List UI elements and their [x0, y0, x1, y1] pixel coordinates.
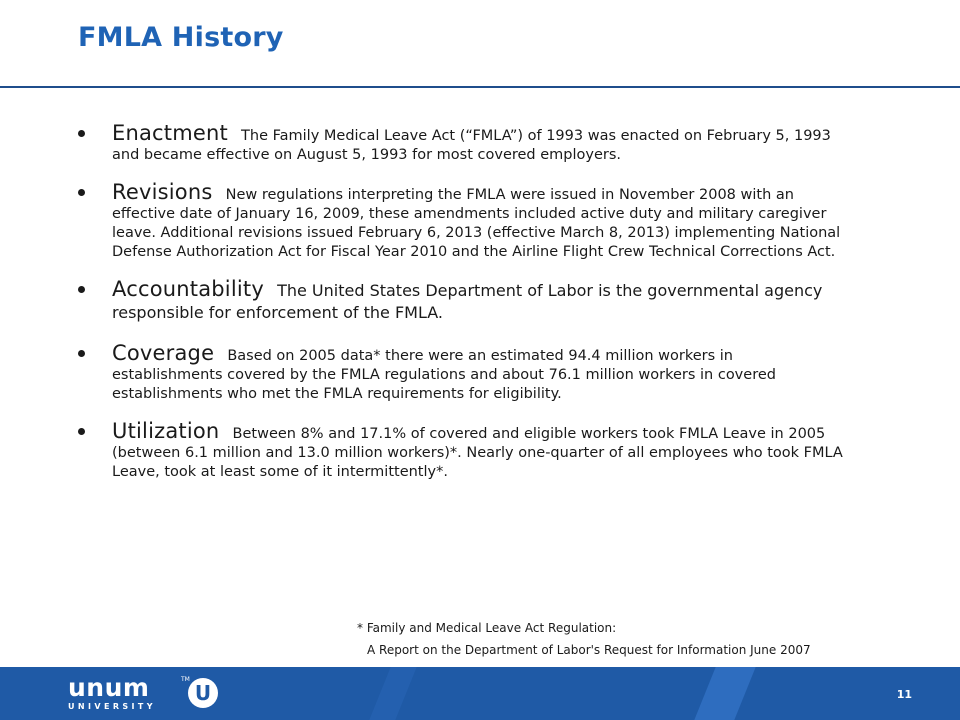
bullet-heading: Accountability — [112, 277, 264, 301]
footnote-line-2: A Report on the Department of Labor's Request for Information June 2007 — [367, 643, 811, 657]
bullet-dot — [78, 428, 85, 435]
bullet-dot — [78, 130, 85, 137]
bullet-text: Between 8% and 17.1% of covered and eligible workers took FMLA Leave in 2005 (between 6.1 million and 13.0 million workers)*. Nearly one-quarter of all employees who took FMLA Leave, took at least some of it intermittently*. — [112, 426, 843, 480]
bullet-heading: Utilization — [112, 419, 220, 443]
bullet-dot — [78, 350, 85, 357]
bullet-heading: Enactment — [112, 121, 228, 145]
title-divider — [0, 86, 960, 88]
bullet-accountability — [78, 277, 848, 324]
bullet-coverage — [78, 341, 848, 402]
unum-university-logo — [68, 673, 212, 715]
bullet-enactment — [78, 121, 848, 163]
logo-wordmark: unum — [68, 673, 150, 702]
logo-u-icon — [188, 678, 218, 708]
bullet-dot — [78, 189, 85, 196]
bullet-list — [78, 121, 848, 500]
bullet-heading: Coverage — [112, 341, 215, 365]
slide-title: FMLA History — [78, 22, 284, 53]
footnote-line-1: * Family and Medical Leave Act Regulation: — [357, 621, 617, 635]
bullet-text: The Family Medical Leave Act (“FMLA”) of 1993 was enacted on February 5, 1993 and became effective on August 5, 1993 for most covered employers. — [112, 128, 831, 163]
logo-subtitle: UNIVERSITY — [68, 702, 156, 711]
logo-trademark: TM — [181, 676, 190, 683]
page-number: 11 — [896, 688, 912, 701]
bullet-text: The United States Department of Labor is the governmental agency responsible for enforcement of the FMLA. — [112, 281, 823, 322]
bullet-text: New regulations interpreting the FMLA were issued in November 2008 with an effective date of January 16, 2009, these amendments included active duty and military caregiver leave. Additional revisions issued February 6, 2013 (effective March 8, 2013) implementing National Defense Authorization Act for Fiscal Year 2010 and the Airline Flight Crew Technical Corrections Act. — [112, 187, 841, 260]
footer-stripe — [369, 667, 416, 720]
bullet-heading: Revisions — [112, 180, 213, 204]
footer-stripe — [694, 667, 755, 720]
bullet-utilization — [78, 419, 848, 480]
bullet-text: Based on 2005 data* there were an estimated 94.4 million workers in establishments covered by the FMLA regulations and about 76.1 million workers in covered establishments who met the FMLA requirements for eligibility. — [112, 348, 776, 402]
logo-u-letter: U — [194, 681, 212, 705]
bullet-revisions — [78, 180, 848, 260]
bullet-dot — [78, 286, 85, 293]
